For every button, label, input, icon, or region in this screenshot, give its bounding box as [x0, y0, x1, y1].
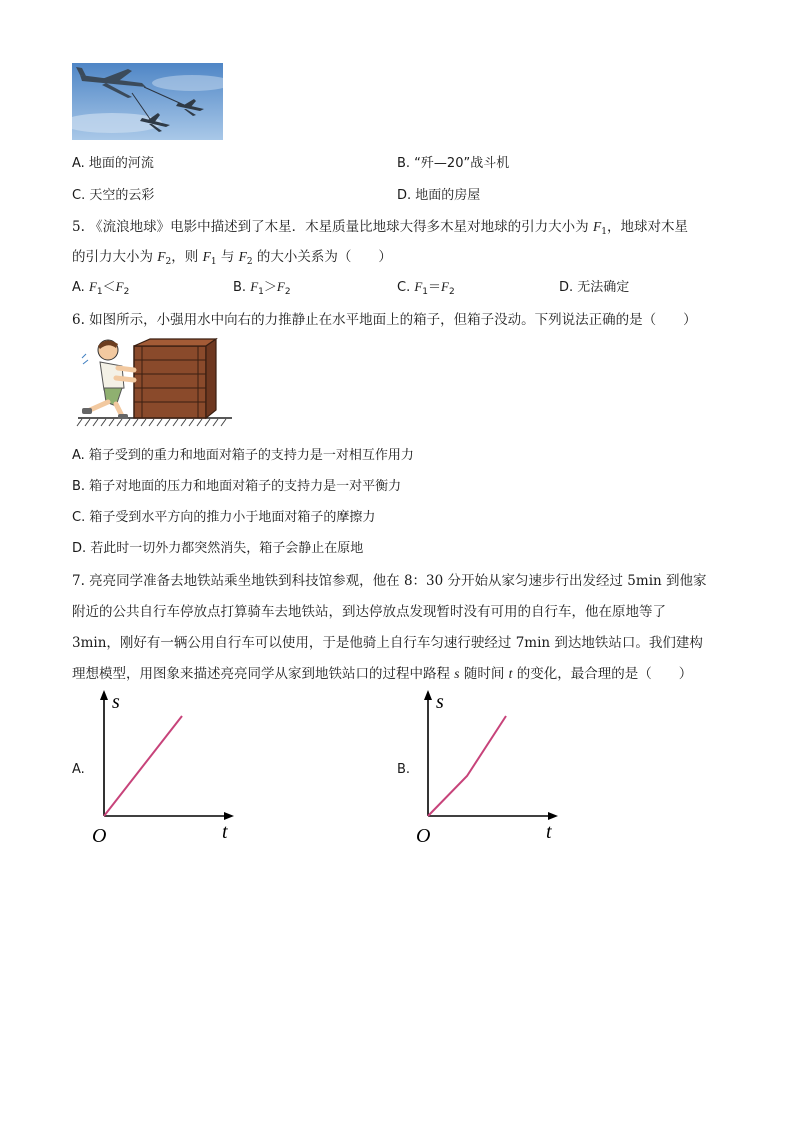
- q7-stem-line3: 3min，刚好有一辆公用自行车可以使用，于是他骑上自行车匀速行驶经过 7min 到达地铁站口。我们建构: [72, 635, 703, 651]
- subscript: 2: [246, 257, 253, 267]
- var-f: F: [238, 249, 247, 264]
- push-box-drawing: [76, 336, 234, 428]
- q4-option-c: C. 天空的云彩: [72, 188, 155, 203]
- q5-text: ，地球对木星: [606, 219, 688, 235]
- q5-text: 5. 《流浪地球》电影中描述到了木星．木星质量比地球大得多木星对地球的引力大小为: [72, 219, 593, 235]
- q5-text: 的大小关系为（ ）: [252, 249, 392, 265]
- q6-option-b: B. 箱子对地面的压力和地面对箱子的支持力是一对平衡力: [72, 479, 402, 494]
- y-axis-arrow: [100, 690, 108, 700]
- x-axis-arrow: [224, 812, 234, 820]
- q7-stem-line2: 附近的公共自行车停放点打算骑车去地铁站，到达停放点发现暂时没有可用的自行车，他在原地等了: [72, 604, 666, 620]
- subscript: 2: [123, 287, 130, 297]
- q5-text: 的引力大小为: [72, 249, 158, 265]
- var-t: t: [508, 666, 513, 681]
- var-f: F: [157, 249, 166, 264]
- graph-a-label: A.: [72, 762, 85, 777]
- q5-stem-line2: [72, 245, 392, 267]
- option-prefix: C.: [397, 280, 415, 295]
- q7-text: 理想模型，用图象来描述亮亮同学从家到地铁站口的过程中路程: [72, 666, 455, 682]
- var-f: F: [592, 219, 602, 234]
- graph-b: [412, 688, 572, 850]
- graph-a: [88, 688, 248, 850]
- q6-stem: 6. 如图所示，小强用水中向右的力推静止在水平地面上的箱子，但箱子没动。下列说法正确的是（ ）: [72, 312, 697, 328]
- subscript: 1: [601, 227, 607, 237]
- subscript: 1: [96, 287, 103, 297]
- origin-label: O: [92, 825, 107, 847]
- var-f: F: [250, 279, 259, 294]
- q5-option-c: [397, 276, 455, 297]
- q7-stem-line4: [72, 662, 692, 682]
- q5-option-d: D. 无法确定: [559, 280, 630, 295]
- q5-option-a: [72, 276, 129, 297]
- q6-option-a: A. 箱子受到的重力和地面对箱子的支持力是一对相互作用力: [72, 448, 414, 463]
- subscript: 1: [258, 287, 264, 297]
- q4-option-a: A. 地面的河流: [72, 156, 154, 171]
- relation: ＝: [428, 280, 442, 295]
- boy-pushing-box-illustration: [76, 336, 234, 428]
- q6-option-c: C. 箱子受到水平方向的推力小于地面对箱子的摩擦力: [72, 510, 376, 525]
- subscript: 2: [449, 287, 455, 297]
- subscript: 2: [165, 257, 172, 267]
- q4-option-d: D. 地面的房屋: [397, 188, 481, 203]
- q7-text: 的变化，最合理的是（ ）: [512, 666, 693, 682]
- subscript: 1: [210, 257, 217, 267]
- q5-text: 与: [216, 249, 239, 265]
- graph-b-label: B.: [397, 762, 411, 777]
- y-axis-arrow: [424, 690, 432, 700]
- q7-text: 随时间: [459, 666, 509, 682]
- q5-stem-line1: [72, 215, 688, 237]
- var-f: F: [276, 279, 285, 294]
- axis-label-t: t: [546, 821, 552, 843]
- relation: ＞: [263, 280, 277, 295]
- axis-label-t: t: [222, 821, 228, 843]
- refueling-aircraft-illustration: [72, 63, 223, 140]
- var-s: s: [454, 666, 460, 681]
- series-line: [104, 716, 182, 816]
- q5-text: ，则: [171, 249, 203, 265]
- var-f: F: [414, 279, 423, 294]
- q5-option-b: [233, 276, 291, 297]
- q7-stem-line1: 7. 亮亮同学准备去地铁站乘坐地铁到科技馆参观，他在 8：30 分开始从家匀速步行出发经过 5min 到他家: [72, 573, 707, 589]
- series-line: [428, 716, 506, 816]
- var-f: F: [115, 279, 124, 294]
- x-axis-arrow: [548, 812, 558, 820]
- axis-label-s: s: [436, 691, 444, 713]
- refueling-aircraft-photo: [72, 63, 223, 140]
- var-f: F: [202, 249, 211, 264]
- origin-label: O: [416, 825, 431, 847]
- var-f: F: [441, 279, 449, 294]
- q4-option-b: B. “歼—20”战斗机: [397, 156, 510, 171]
- subscript: 1: [422, 287, 429, 297]
- option-prefix: A.: [72, 280, 89, 295]
- q6-option-d: D. 若此时一切外力都突然消失，箱子会静止在原地: [72, 541, 364, 556]
- subscript: 2: [284, 287, 291, 297]
- option-prefix: B.: [233, 280, 251, 295]
- var-f: F: [88, 279, 97, 294]
- axis-label-s: s: [112, 691, 120, 713]
- relation: ＜: [102, 280, 116, 295]
